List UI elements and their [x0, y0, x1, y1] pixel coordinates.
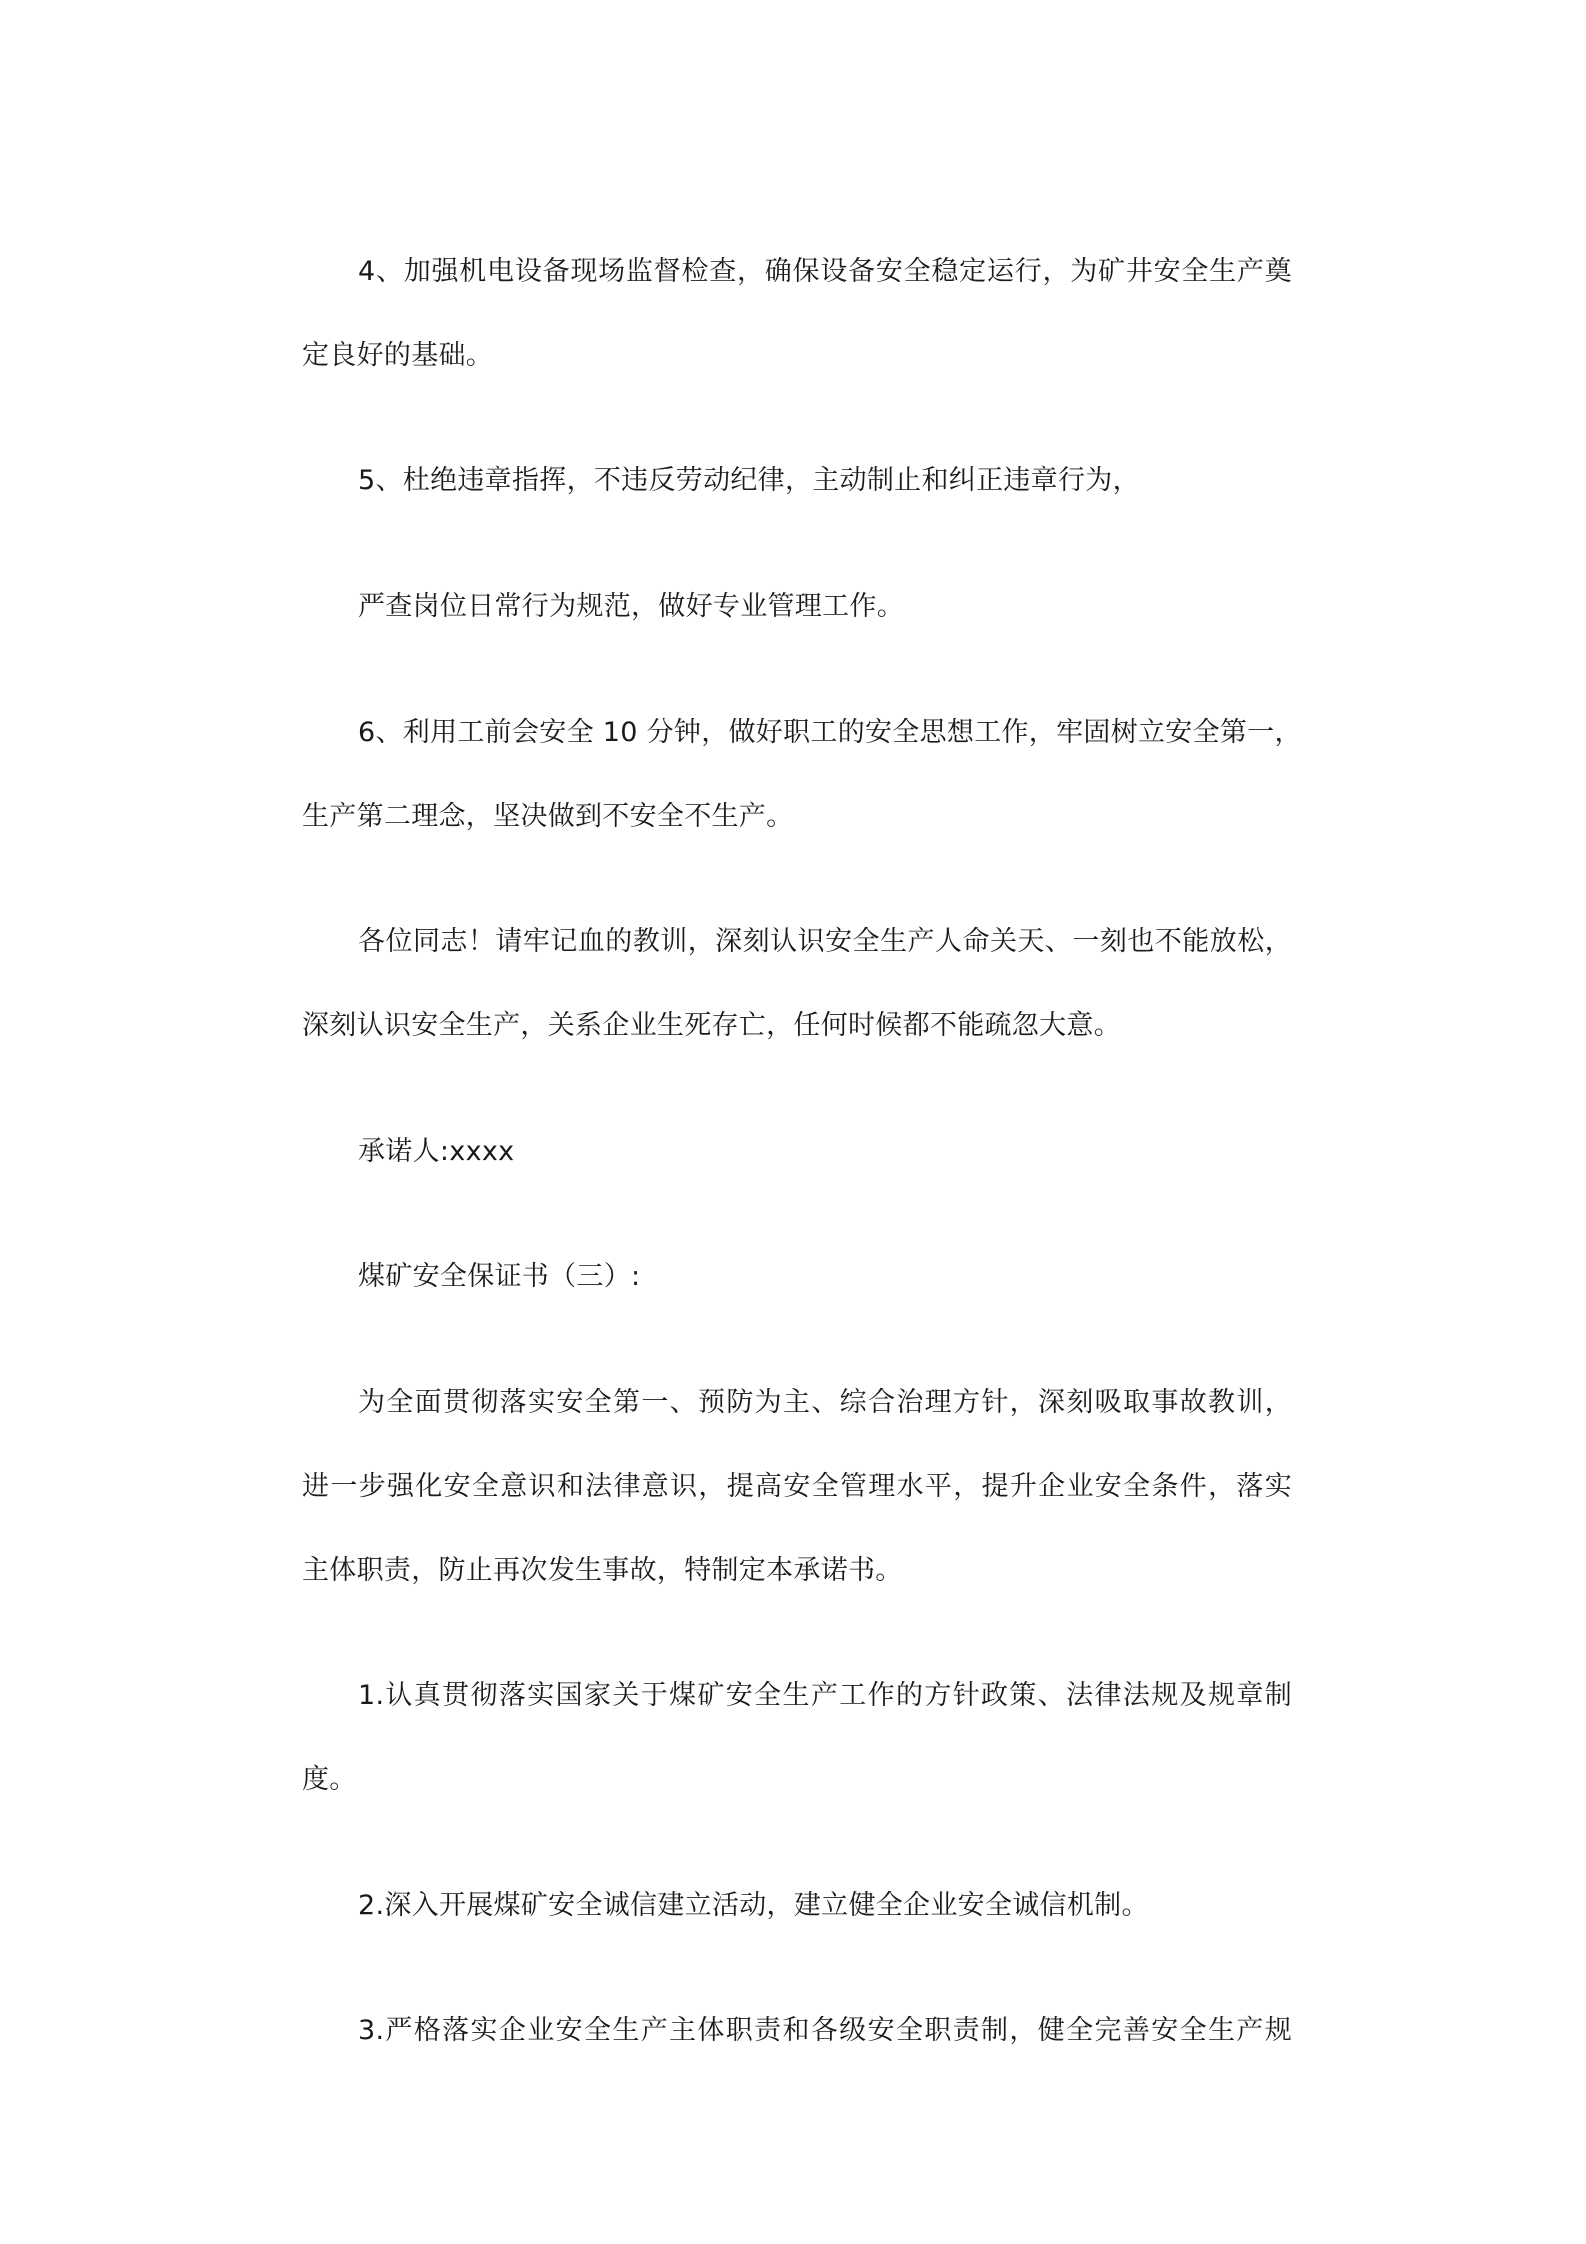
paragraph-6-line-1: 6、利用工前会安全 10 分钟，做好职工的安全思想工作，牢固树立安全第一， — [358, 717, 1302, 748]
paragraph-4-line-2: 定良好的基础。 — [302, 340, 494, 371]
intro-line-2: 进一步强化安全意识和法律意识，提高安全管理水平，提升企业安全条件，落实 — [302, 1471, 1292, 1502]
intro-line-3: 主体职责，防止再次发生事故，特制定本承诺书。 — [302, 1555, 903, 1586]
paragraph-5-line-2: 严查岗位日常行为规范，做好专业管理工作。 — [358, 591, 904, 622]
item-1-line-1: 1.认真贯彻落实国家关于煤矿安全生产工作的方针政策、法律法规及规章制 — [358, 1680, 1292, 1711]
paragraph-6-line-2: 生产第二理念，坚决做到不安全不生产。 — [302, 801, 794, 832]
intro-line-1: 为全面贯彻落实安全第一、预防为主、综合治理方针，深刻吸取事故教训， — [358, 1387, 1292, 1418]
appeal-line-2: 深刻认识安全生产，关系企业生死存亡，任何时候都不能疏忽大意。 — [302, 1010, 1121, 1041]
section-heading: 煤矿安全保证书（三）: — [358, 1261, 641, 1292]
item-3-line-1: 3.严格落实企业安全生产主体职责和各级安全职责制，健全完善安全生产规 — [358, 2015, 1292, 2046]
item-2-line: 2.深入开展煤矿安全诚信建立活动，建立健全企业安全诚信机制。 — [358, 1890, 1149, 1921]
appeal-line-1: 各位同志！请牢记血的教训，深刻认识安全生产人命关天、一刻也不能放松， — [358, 926, 1292, 957]
paragraph-4-line-1: 4、加强机电设备现场监督检查，确保设备安全稳定运行，为矿井安全生产奠 — [358, 256, 1292, 287]
item-1-line-2: 度。 — [302, 1764, 357, 1795]
promiser-line: 承诺人:xxxx — [358, 1136, 515, 1167]
paragraph-5-line-1: 5、杜绝违章指挥，不违反劳动纪律，主动制止和纠正违章行为， — [358, 465, 1140, 496]
